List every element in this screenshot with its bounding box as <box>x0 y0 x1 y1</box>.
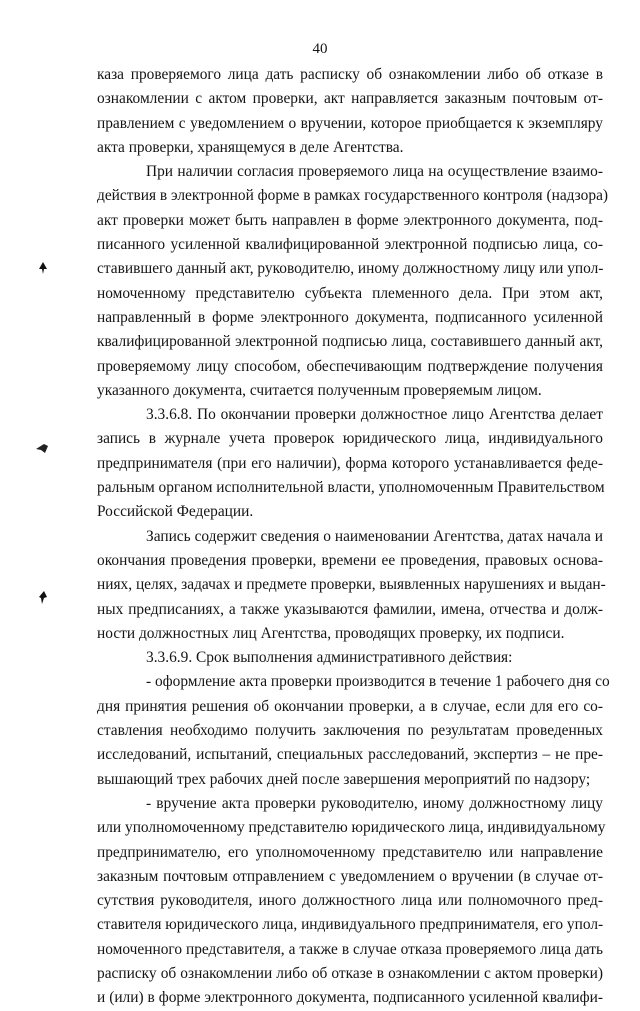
binder-hole-mark <box>36 443 48 453</box>
text-line: проверяемому лицу способом, обеспечивающим подтверждение получения <box>97 357 603 375</box>
text-line: исследований, испытаний, специальных расследований, экспертиз – не пре- <box>97 746 603 764</box>
text-line: заказным почтовым отправлением с уведомлением о вручении (в случае от- <box>97 867 603 885</box>
text-line: акта проверки, хранящемуся в деле Агентства. <box>97 138 404 156</box>
text-line: Российской Федерации. <box>97 503 254 521</box>
text-line: ральным органом исполнительной власти, уполномоченным Правительством <box>97 479 605 497</box>
binder-hole-mark <box>38 591 48 604</box>
text-line: ности должностных лиц Агентства, проводящих проверку, их подписи. <box>97 624 565 642</box>
text-line: каза проверяемого лица дать расписку об ознакомлении либо об отказе в <box>97 66 603 83</box>
text-line: дня принятия решения об окончании проверки, а в случае, если для его со- <box>97 697 603 715</box>
text-line: ных предписаниях, а также указываются фамилии, имена, отчества и долж- <box>97 600 603 618</box>
text-line: ставителя юридического лица, индивидуального предпринимателя, его упол- <box>97 916 604 934</box>
text-line: 3.3.6.8. По окончании проверки должностное лицо Агентства делает <box>146 406 603 424</box>
text-line: квалифицированной электронной подписью лица, составившего данный акт, <box>97 333 603 351</box>
text-line: предпринимателя (при его наличии), форма которого устанавливается феде- <box>97 454 603 472</box>
text-line: и (или) в форме электронного документа, подписанного усиленной квалифи- <box>97 989 603 1007</box>
text-line: правлением с уведомлением о вручении, которое приобщается к экземпляру <box>97 114 603 132</box>
text-line: ставившего данный акт, руководителю, иному должностному лицу или упол- <box>97 260 604 278</box>
text-line: ниях, целях, задачах и предмете проверки, выявленных нарушениях и выдан- <box>97 576 606 594</box>
text-line: ознакомлении с актом проверки, акт направляется заказным почтовым от- <box>97 90 603 108</box>
text-line: номоченного представителя, а также в случае отказа проверяемого лица дать <box>97 940 603 958</box>
text-line: расписку об ознакомлении либо об отказе в ознакомлении с актом проверки) <box>97 964 603 982</box>
text-line: Запись содержит сведения о наименовании Агентства, датах начала и <box>146 527 603 545</box>
binder-hole-mark <box>38 262 48 274</box>
text-line: 3.3.6.9. Срок выполнения административного действия: <box>146 649 513 667</box>
page-number: 40 <box>312 41 328 57</box>
text-line: направленный в форме электронного документа, подписанного усиленной <box>97 308 603 326</box>
text-line: указанного документа, считается полученным проверяемым лицом. <box>97 381 542 399</box>
text-line: запись в журнале учета проверок юридического лица, индивидуального <box>97 430 603 448</box>
text-line: - оформление акта проверки производится в течение 1 рабочего дня со <box>146 673 610 691</box>
text-line: или уполномоченному представителю юридического лица, индивидуальному <box>97 819 606 837</box>
text-line: предпринимателю, его уполномоченному представителю или направление <box>97 843 603 861</box>
text-line: сутствия руководителя, иного должностного лица или полномочного пред- <box>97 892 603 910</box>
text-line: действия в электронной форме в рамках государственного контроля (надзора) <box>97 187 609 205</box>
text-line: - вручение акта проверки руководителю, иному должностному лицу <box>146 794 603 812</box>
text-line: вышающий трех рабочих дней после завершения мероприятий по надзору; <box>97 770 591 788</box>
text-line: акт проверки может быть направлен в форме электронного документа, под- <box>97 211 603 229</box>
text-line: номоченному представителю субъекта племенного дела. При этом акт, <box>97 284 603 302</box>
text-line: ставления необходимо получить заключения по результатам проведенных <box>97 722 603 740</box>
document-body <box>97 63 610 1011</box>
text-line: писанного усиленной квалифицированной электронной подписью лица, со- <box>97 236 603 254</box>
text-line: окончания проведения проверки, времени ее проведения, правовых основа- <box>97 551 603 569</box>
text-line: При наличии согласия проверяемого лица на осуществление взаимо- <box>146 163 603 181</box>
